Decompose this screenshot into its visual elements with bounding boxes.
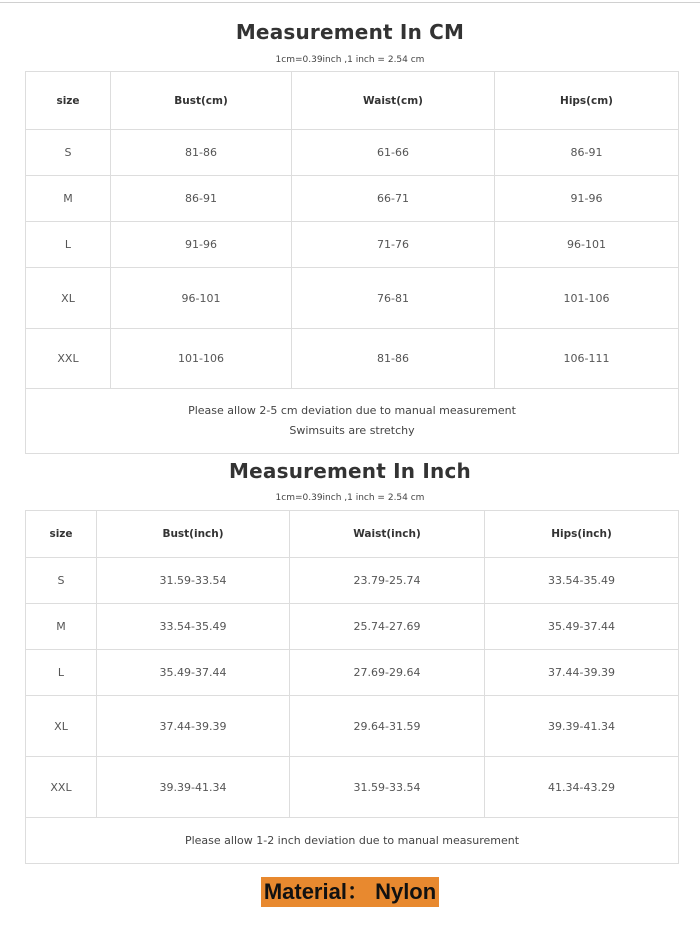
- value-cell: 66-71: [292, 176, 495, 222]
- header-cell: Hips(cm): [495, 72, 679, 130]
- table-row: [26, 650, 679, 696]
- value-cell: 101-106: [495, 268, 679, 329]
- value-cell: 31.59-33.54: [290, 757, 485, 818]
- value-cell: 29.64-31.59: [290, 696, 485, 757]
- size-cell: L: [26, 222, 111, 268]
- material-container: [0, 877, 700, 907]
- header-cell: size: [26, 511, 97, 558]
- value-cell: 23.79-25.74: [290, 558, 485, 604]
- size-cell: XXL: [26, 329, 111, 389]
- value-cell: 33.54-35.49: [485, 558, 679, 604]
- value-cell: 96-101: [495, 222, 679, 268]
- table-note-row: [26, 818, 679, 864]
- value-cell: 39.39-41.34: [97, 757, 290, 818]
- value-cell: 33.54-35.49: [97, 604, 290, 650]
- cm-size-table: [25, 71, 679, 454]
- table-row: [26, 176, 679, 222]
- value-cell: 37.44-39.39: [485, 650, 679, 696]
- table-header-row: [26, 72, 679, 130]
- value-cell: 76-81: [292, 268, 495, 329]
- inch-section-title: Measurement In Inch: [229, 459, 471, 483]
- header-cell: Waist(cm): [292, 72, 495, 130]
- size-cell: L: [26, 650, 97, 696]
- table-row: [26, 329, 679, 389]
- value-cell: 91-96: [495, 176, 679, 222]
- value-cell: 91-96: [111, 222, 292, 268]
- value-cell: 39.39-41.34: [485, 696, 679, 757]
- material-label: Material： Nylon: [261, 877, 439, 907]
- table-header-row: [26, 511, 679, 558]
- size-cell: XL: [26, 696, 97, 757]
- value-cell: 27.69-29.64: [290, 650, 485, 696]
- table-row: [26, 696, 679, 757]
- value-cell: 101-106: [111, 329, 292, 389]
- value-cell: 86-91: [111, 176, 292, 222]
- table-row: [26, 130, 679, 176]
- top-divider: [0, 2, 700, 3]
- header-cell: Waist(inch): [290, 511, 485, 558]
- table-row: [26, 757, 679, 818]
- size-cell: S: [26, 130, 111, 176]
- value-cell: 71-76: [292, 222, 495, 268]
- value-cell: 86-91: [495, 130, 679, 176]
- value-cell: 25.74-27.69: [290, 604, 485, 650]
- inch-conversion-note: 1cm=0.39inch ,1 inch = 2.54 cm: [275, 493, 425, 503]
- size-cell: XXL: [26, 757, 97, 818]
- cm-section-title: Measurement In CM: [235, 20, 465, 44]
- size-cell: XL: [26, 268, 111, 329]
- size-cell: M: [26, 604, 97, 650]
- deviation-note-line: Please allow 2-5 cm deviation due to manual measurement: [188, 404, 516, 417]
- header-cell: Bust(cm): [111, 72, 292, 130]
- table-row: [26, 222, 679, 268]
- table-row: [26, 604, 679, 650]
- header-cell: Bust(inch): [97, 511, 290, 558]
- value-cell: 37.44-39.39: [97, 696, 290, 757]
- value-cell: 96-101: [111, 268, 292, 329]
- value-cell: 31.59-33.54: [97, 558, 290, 604]
- value-cell: 61-66: [292, 130, 495, 176]
- size-cell: M: [26, 176, 111, 222]
- deviation-note: Please allow 1-2 inch deviation due to manual measurement: [26, 818, 679, 864]
- value-cell: 106-111: [495, 329, 679, 389]
- header-cell: Hips(inch): [485, 511, 679, 558]
- table-note-row: [26, 389, 679, 454]
- stretch-note-line: Swimsuits are stretchy: [289, 424, 415, 437]
- cm-conversion-note: 1cm=0.39inch ,1 inch = 2.54 cm: [275, 55, 425, 65]
- table-row: [26, 268, 679, 329]
- value-cell: 81-86: [111, 130, 292, 176]
- value-cell: 81-86: [292, 329, 495, 389]
- inch-size-table: [25, 510, 679, 864]
- header-cell: size: [26, 72, 111, 130]
- deviation-note: [26, 389, 679, 454]
- value-cell: 35.49-37.44: [485, 604, 679, 650]
- value-cell: 35.49-37.44: [97, 650, 290, 696]
- value-cell: 41.34-43.29: [485, 757, 679, 818]
- size-cell: S: [26, 558, 97, 604]
- table-row: [26, 558, 679, 604]
